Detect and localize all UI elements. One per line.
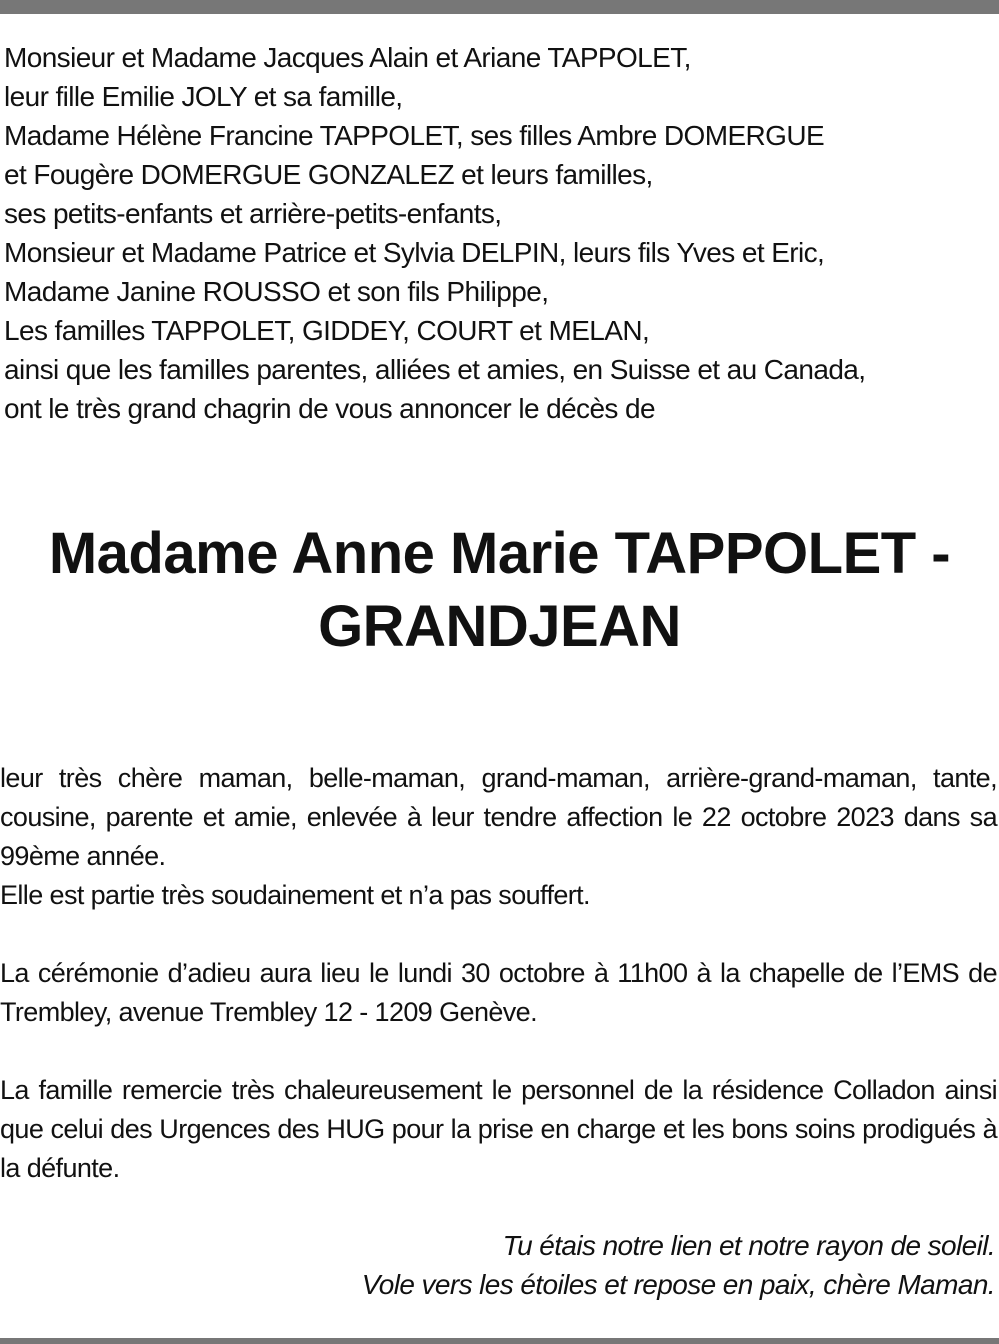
family-line: Madame Janine ROUSSO et son fils Philippe, <box>4 276 549 307</box>
family-line: et Fougère DOMERGUE GONZALEZ et leurs familles, <box>4 159 653 190</box>
closing-line-2: Vole vers les étoiles et repose en paix, chère Maman. <box>361 1269 995 1300</box>
family-line: ainsi que les familles parentes, alliées et amies, en Suisse et au Canada, <box>4 354 866 385</box>
top-border <box>0 0 999 14</box>
family-line: Monsieur et Madame Patrice et Sylvia DELPIN, leurs fils Yves et Eric, <box>4 237 825 268</box>
passing-note: Elle est partie très soudainement et n’a pas souffert. <box>0 880 590 910</box>
tribute-paragraph <box>0 759 997 915</box>
family-line: Monsieur et Madame Jacques Alain et Ariane TAPPOLET, <box>4 42 691 73</box>
bottom-border <box>0 1338 999 1344</box>
thanks-paragraph: La famille remercie très chaleureusement le personnel de la résidence Colladon ainsi que celui des Urgences des HUG pour la prise en charge et les bons soins prodigués à la défunte. <box>0 1075 997 1183</box>
family-line: ont le très grand chagrin de vous annoncer le décès de <box>4 393 655 424</box>
closing-verse <box>5 1226 995 1304</box>
deceased-name <box>0 517 999 663</box>
closing-line-1: Tu étais notre lien et notre rayon de soleil. <box>502 1230 995 1261</box>
family-line: leur fille Emilie JOLY et sa famille, <box>4 81 403 112</box>
tribute-text: leur très chère maman, belle-maman, grand-maman, arrière-grand-maman, tante, cousine, parente et amie, enlevée à leur tendre affection le 22 octobre 2023 dans sa 99ème année. <box>0 763 997 871</box>
family-announcement <box>4 38 994 428</box>
obituary-body <box>0 759 997 1227</box>
family-line: Les familles TAPPOLET, GIDDEY, COURT et MELAN, <box>4 315 650 346</box>
deceased-name-line-2: GRANDJEAN <box>318 594 681 659</box>
family-line: Madame Hélène Francine TAPPOLET, ses filles Ambre DOMERGUE <box>4 120 825 151</box>
deceased-name-line-1: Madame Anne Marie TAPPOLET - <box>48 521 951 586</box>
ceremony-paragraph: La cérémonie d’adieu aura lieu le lundi 30 octobre à 11h00 à la chapelle de l’EMS de Trembley, avenue Trembley 12 - 1209 Genève. <box>0 958 997 1027</box>
family-line: ses petits-enfants et arrière-petits-enfants, <box>4 198 502 229</box>
